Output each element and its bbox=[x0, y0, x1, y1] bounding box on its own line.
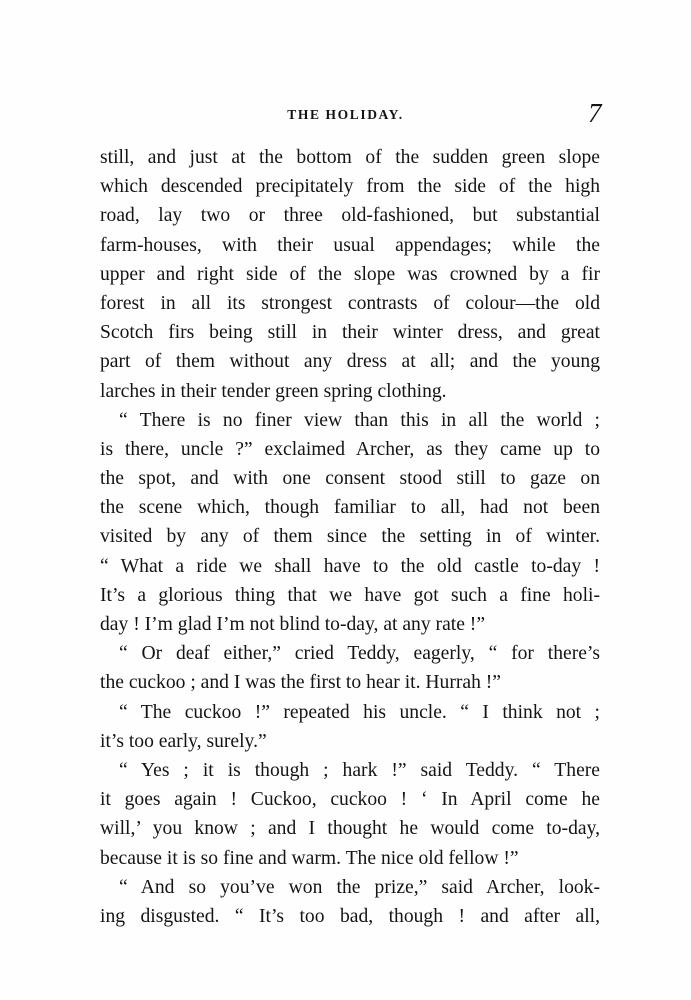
text-line: forest in all its strongest contrasts of colour—the old bbox=[100, 292, 600, 314]
text-line: farm-houses, with their usual appendages; while the bbox=[100, 234, 600, 256]
text-line: “ The cuckoo !” repeated his uncle. “ I think not ; bbox=[119, 701, 600, 723]
text-line: “ And so you’ve won the prize,” said Archer, look- bbox=[119, 876, 600, 898]
text-line: upper and right side of the slope was crowned by a fir bbox=[100, 263, 600, 285]
text-line: because it is so fine and warm. The nice old fellow !” bbox=[100, 847, 519, 869]
text-line: It’s a glorious thing that we have got such a fine holi- bbox=[100, 584, 600, 606]
page-number: 7 bbox=[588, 98, 602, 128]
running-title: THE HOLIDAY. bbox=[287, 107, 404, 122]
text-line: will,’ you know ; and I thought he would come to-day, bbox=[100, 818, 600, 840]
body-text bbox=[100, 143, 600, 931]
text-line: which descended precipitately from the side of the high bbox=[100, 176, 600, 198]
text-line: “ What a ride we shall have to the old castle to-day ! bbox=[100, 555, 600, 577]
text-line: larches in their tender green spring clothing. bbox=[100, 380, 447, 402]
text-line: it’s too early, surely.” bbox=[100, 730, 267, 752]
text-line: day ! I’m glad I’m not blind to-day, at any rate !” bbox=[100, 614, 486, 635]
text-line: Scotch firs being still in their winter dress, and great bbox=[100, 322, 600, 344]
text-line: still, and just at the bottom of the sudden green slope bbox=[100, 147, 600, 168]
text-line: the spot, and with one consent stood still to gaze on bbox=[100, 468, 600, 490]
text-line: visited by any of them since the setting in of winter. bbox=[100, 526, 600, 548]
text-line: the scene which, though familiar to all, had not been bbox=[100, 497, 600, 519]
text-line: is there, uncle ?” exclaimed Archer, as they came up to bbox=[100, 438, 600, 460]
text-line: the cuckoo ; and I was the first to hear it. Hurrah !” bbox=[100, 672, 501, 694]
text-line: it goes again ! Cuckoo, cuckoo ! ‘ In April come he bbox=[100, 789, 600, 811]
text-line: part of them without any dress at all; and the young bbox=[100, 351, 600, 373]
text-line: “ There is no finer view than this in all the world ; bbox=[119, 409, 600, 431]
text-line: “ Yes ; it is though ; hark !” said Teddy. “ There bbox=[119, 759, 600, 781]
text-line: “ Or deaf either,” cried Teddy, eagerly, “ for there’s bbox=[119, 643, 600, 665]
text-line: ing disgusted. “ It’s too bad, though ! and after all, bbox=[100, 905, 600, 927]
text-line: road, lay two or three old-fashioned, but substantial bbox=[100, 205, 600, 227]
